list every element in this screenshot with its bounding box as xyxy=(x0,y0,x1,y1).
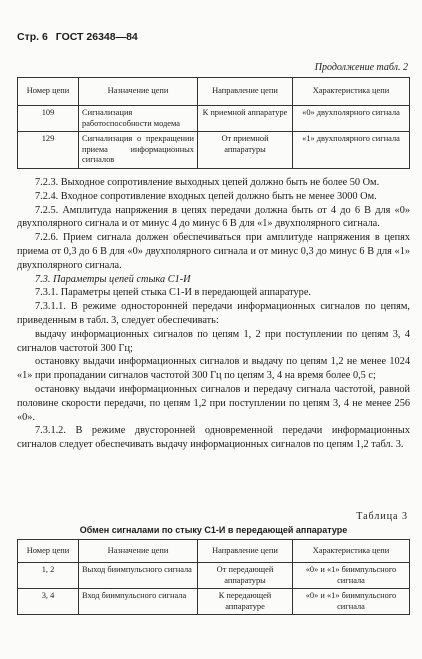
cell-direction: От передающей аппаратуры xyxy=(198,563,293,589)
cell-purpose: Выход биимпульсного сигнала xyxy=(79,563,198,589)
page-header xyxy=(17,31,143,43)
column-header: Характеристика цепи xyxy=(293,78,410,106)
cell-direction: К передающей аппаратуре xyxy=(198,589,293,615)
paragraph: 7.3.1. Параметры цепей стыка С1-И в передающей аппаратуре. xyxy=(35,287,311,299)
paragraph: остановку выдачи информационных сигналов и выдачу по цепям 1,2 не менее 1024 «1» при пропадании сигналов частотой 300 Гц по цепям 3, 4 на время более 0,5 с; xyxy=(17,356,410,382)
standard-code: ГОСТ 26348—84 xyxy=(55,31,138,43)
column-header: Направление цепи xyxy=(198,540,293,563)
table-header-row xyxy=(18,78,410,106)
paragraph: остановку выдачи информационных сигналов и передачу сигнала частотой, равной половине скорости передачи, по цепям 1,2 при поступлении по цепям 3, 4 не менее 256 «0». xyxy=(17,383,410,423)
paragraph: 7.2.4. Входное сопротивление входных цепей должно быть не менее 3000 Ом. xyxy=(35,190,377,202)
paragraph: 7.2.5. Амплитуда напряжения в цепях передачи должна быть от 4 до 6 В для «0» двухполярного сигнала и от минус 4 до минус 6 В для «1» двухполярного сигнала. xyxy=(17,204,410,230)
table-2-continued xyxy=(17,77,410,169)
column-header: Номер цепи xyxy=(18,78,79,106)
table-3 xyxy=(17,539,410,615)
paragraph: 7.3.1.2. В режиме двусторонней одновременной передачи информационных сигналов следует обеспечивать выдачу информационных сигналов по цепям 1,2 табл. 3. xyxy=(17,425,410,451)
paragraph: 7.3.1.1. В режиме односторонней передачи информационных сигналов по цепям, приведенным в табл. 3, следует обеспечивать: xyxy=(17,301,410,326)
column-header: Назначение цепи xyxy=(79,78,198,106)
page-number: Стр. 6 xyxy=(17,31,48,43)
column-header: Направление цепи xyxy=(198,78,293,106)
continuation-label: Продолжение табл. 2 xyxy=(314,62,408,73)
table-header-row xyxy=(18,540,410,563)
section-heading: 7.3. Параметры цепей стыка С1-И xyxy=(35,273,191,285)
cell-direction: От приемной аппаратуры xyxy=(198,132,293,169)
paragraph: 7.2.6. Прием сигнала должен обеспечиваться при амплитуде напряжения в цепях приема от 0,3 до 6 В для «0» двухполярного сигнала и от минус 0,3 до минус 6 В для «1» двухполярного сигнала. xyxy=(17,232,410,271)
cell-characteristic: «0» и «1» биимпульсного сигнала xyxy=(293,589,410,615)
cell-number: 109 xyxy=(18,106,79,132)
paragraph: выдачу информационных сигналов по цепям 1, 2 при поступлении по цепям 3, 4 сигналов частотой 300 Гц; xyxy=(17,328,410,354)
cell-characteristic: «0» двухполярного сигнала xyxy=(293,106,410,132)
body-text xyxy=(17,176,410,452)
cell-purpose: Вход биимпульсного сигнала xyxy=(79,589,198,615)
column-header: Назначение цепи xyxy=(79,540,198,563)
column-header: Номер цепи xyxy=(18,540,79,563)
cell-number: 1, 2 xyxy=(18,563,79,589)
table-caption: Обмен сигналами по стыку С1-И в передающей аппаратуре xyxy=(79,525,348,535)
cell-direction: К приемной аппаратуре xyxy=(198,106,293,132)
table-label: Таблица 3 xyxy=(356,511,408,522)
cell-purpose: Сигнализация о прекращении приема информационных сигналов xyxy=(79,132,198,169)
table-row xyxy=(18,589,410,615)
cell-purpose: Сигнализация работоспособности модема xyxy=(79,106,198,132)
table-row xyxy=(18,106,410,132)
table-row xyxy=(18,563,410,589)
cell-number: 129 xyxy=(18,132,79,169)
cell-characteristic: «1» двухполярного сигнала xyxy=(293,132,410,169)
column-header: Характеристика цепи xyxy=(293,540,410,563)
paragraph: 7.2.3. Выходное сопротивление выходных цепей должно быть не более 50 Ом. xyxy=(35,177,380,188)
cell-number: 3, 4 xyxy=(18,589,79,615)
table-row xyxy=(18,132,410,169)
cell-characteristic: «0» и «1» биимпульсного сигнала xyxy=(293,563,410,589)
